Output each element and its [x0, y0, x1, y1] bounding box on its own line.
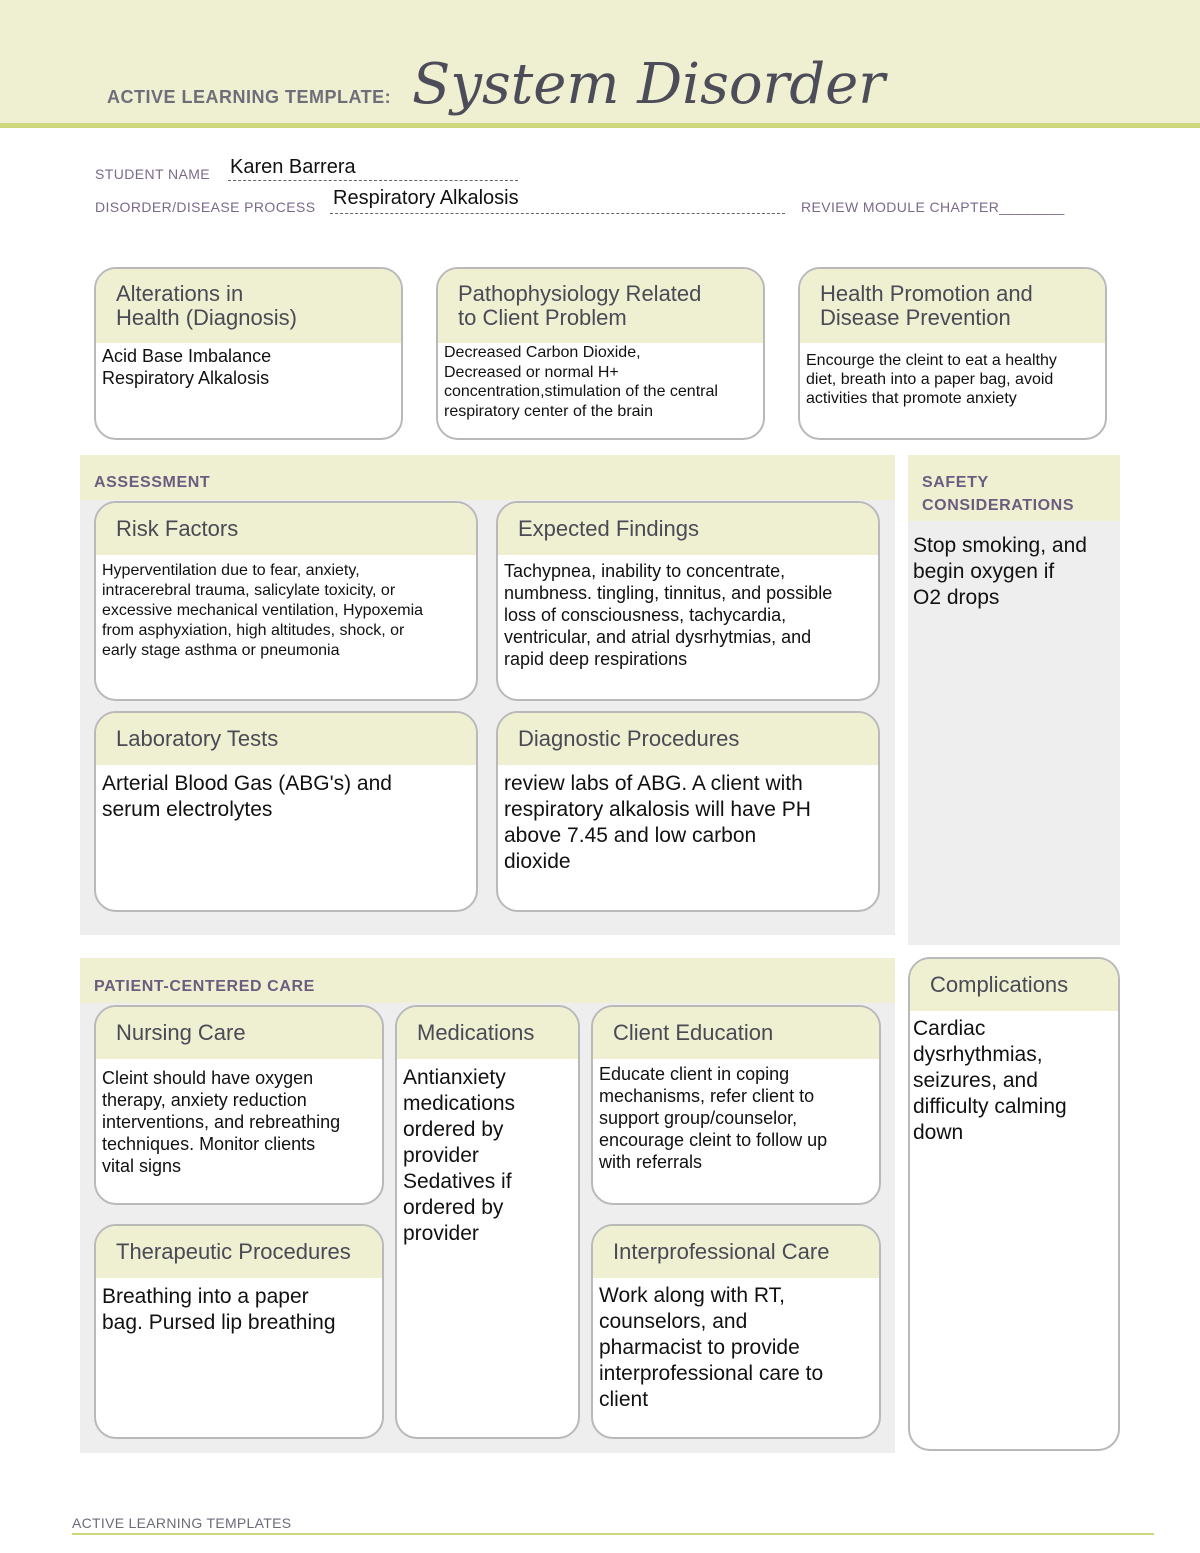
pathophysiology-box	[436, 267, 765, 440]
diagnostic-procedures-title: Diagnostic Procedures	[498, 713, 878, 765]
disorder-label: DISORDER/DISEASE PROCESS	[95, 199, 316, 215]
safety-label: SAFETY CONSIDERATIONS	[922, 474, 1075, 514]
pathophysiology-title: Pathophysiology Related to Client Problem	[438, 269, 763, 343]
nursing-care-body[interactable]: Cleint should have oxygen therapy, anxiety reduction interventions, and rebreathing techniques. Monitor clients vital signs	[102, 1068, 341, 1176]
alterations-body[interactable]: Acid Base Imbalance Respiratory Alkalosis	[102, 346, 272, 388]
disorder-field[interactable]: Respiratory Alkalosis	[333, 187, 519, 209]
laboratory-tests-box	[94, 711, 478, 912]
risk-factors-box	[94, 501, 478, 701]
alterations-box	[94, 267, 403, 440]
page-title: System Disorder	[412, 52, 886, 117]
complications-title: Complications	[910, 959, 1118, 1011]
diagnostic-procedures-box	[496, 711, 880, 912]
assessment-label: ASSESSMENT	[94, 474, 211, 491]
pathophysiology-body[interactable]: Decreased Carbon Dioxide, Decreased or normal H+ concentration,stimulation of the central respiratory center of the brain	[444, 344, 718, 420]
risk-factors-body[interactable]: Hyperventilation due to fear, anxiety, intracerebral trauma, salicylate toxicity, or excessive mechanical ventilation, Hypoxemia from asphyxiation, high altitudes, shock, or early stage asthma or pneumonia	[102, 562, 424, 659]
student-name-line	[228, 180, 518, 181]
header-rule	[0, 123, 1200, 128]
student-name-label: STUDENT NAME	[95, 166, 210, 182]
diagnostic-procedures-body[interactable]: review labs of ABG. A client with respiratory alkalosis will have PH above 7.45 and low carbon dioxide	[504, 772, 811, 873]
laboratory-tests-title: Laboratory Tests	[96, 713, 476, 765]
medications-box	[395, 1005, 580, 1439]
interprofessional-care-title: Interprofessional Care	[593, 1226, 879, 1278]
health-promotion-title: Health Promotion and Disease Prevention	[800, 269, 1105, 343]
safety-body[interactable]: Stop smoking, and begin oxygen if O2 drops	[913, 534, 1087, 609]
footer-rule	[72, 1533, 1154, 1535]
nursing-care-box	[94, 1005, 384, 1205]
student-name-field[interactable]: Karen Barrera	[230, 156, 356, 178]
interprofessional-care-body[interactable]: Work along with RT, counselors, and pharmacist to provide interprofessional care to client	[599, 1284, 824, 1411]
expected-findings-body[interactable]: Tachypnea, inability to concentrate, numbness. tingling, tinnitus, and possible loss of consciousness, tachycardia, ventricular, and atrial dysrhytmias, and rapid deep respirations	[504, 561, 833, 669]
therapeutic-procedures-box	[94, 1224, 384, 1439]
footer-text: ACTIVE LEARNING TEMPLATES	[72, 1515, 292, 1531]
health-promotion-box	[798, 267, 1107, 440]
client-education-box	[591, 1005, 881, 1205]
medications-body[interactable]: Antianxiety medications ordered by provider Sedatives if ordered by provider	[403, 1066, 516, 1245]
expected-findings-title: Expected Findings	[498, 503, 878, 555]
review-module-label: REVIEW MODULE CHAPTER________	[801, 199, 1065, 215]
client-education-body[interactable]: Educate client in coping mechanisms, refer client to support group/counselor, encourage cleint to follow up with referrals	[599, 1064, 828, 1172]
complications-body[interactable]: Cardiac dysrhythmias, seizures, and difficulty calming down	[913, 1017, 1067, 1144]
patient-care-label: PATIENT-CENTERED CARE	[94, 978, 315, 995]
nursing-care-title: Nursing Care	[96, 1007, 382, 1059]
health-promotion-body[interactable]: Encourge the cleint to eat a healthy diet, breath into a paper bag, avoid activities that promote anxiety	[806, 352, 1057, 407]
therapeutic-procedures-title: Therapeutic Procedures	[96, 1226, 382, 1278]
interprofessional-care-box	[591, 1224, 881, 1439]
medications-title: Medications	[397, 1007, 578, 1059]
risk-factors-title: Risk Factors	[96, 503, 476, 555]
disorder-line	[330, 213, 785, 214]
complications-box	[908, 957, 1120, 1451]
alterations-title: Alterations in Health (Diagnosis)	[96, 269, 401, 343]
client-education-title: Client Education	[593, 1007, 879, 1059]
therapeutic-procedures-body[interactable]: Breathing into a paper bag. Pursed lip breathing	[102, 1285, 336, 1334]
laboratory-tests-body[interactable]: Arterial Blood Gas (ABG's) and serum electrolytes	[102, 772, 392, 821]
template-label: ACTIVE LEARNING TEMPLATE:	[107, 87, 392, 107]
expected-findings-box	[496, 501, 880, 701]
